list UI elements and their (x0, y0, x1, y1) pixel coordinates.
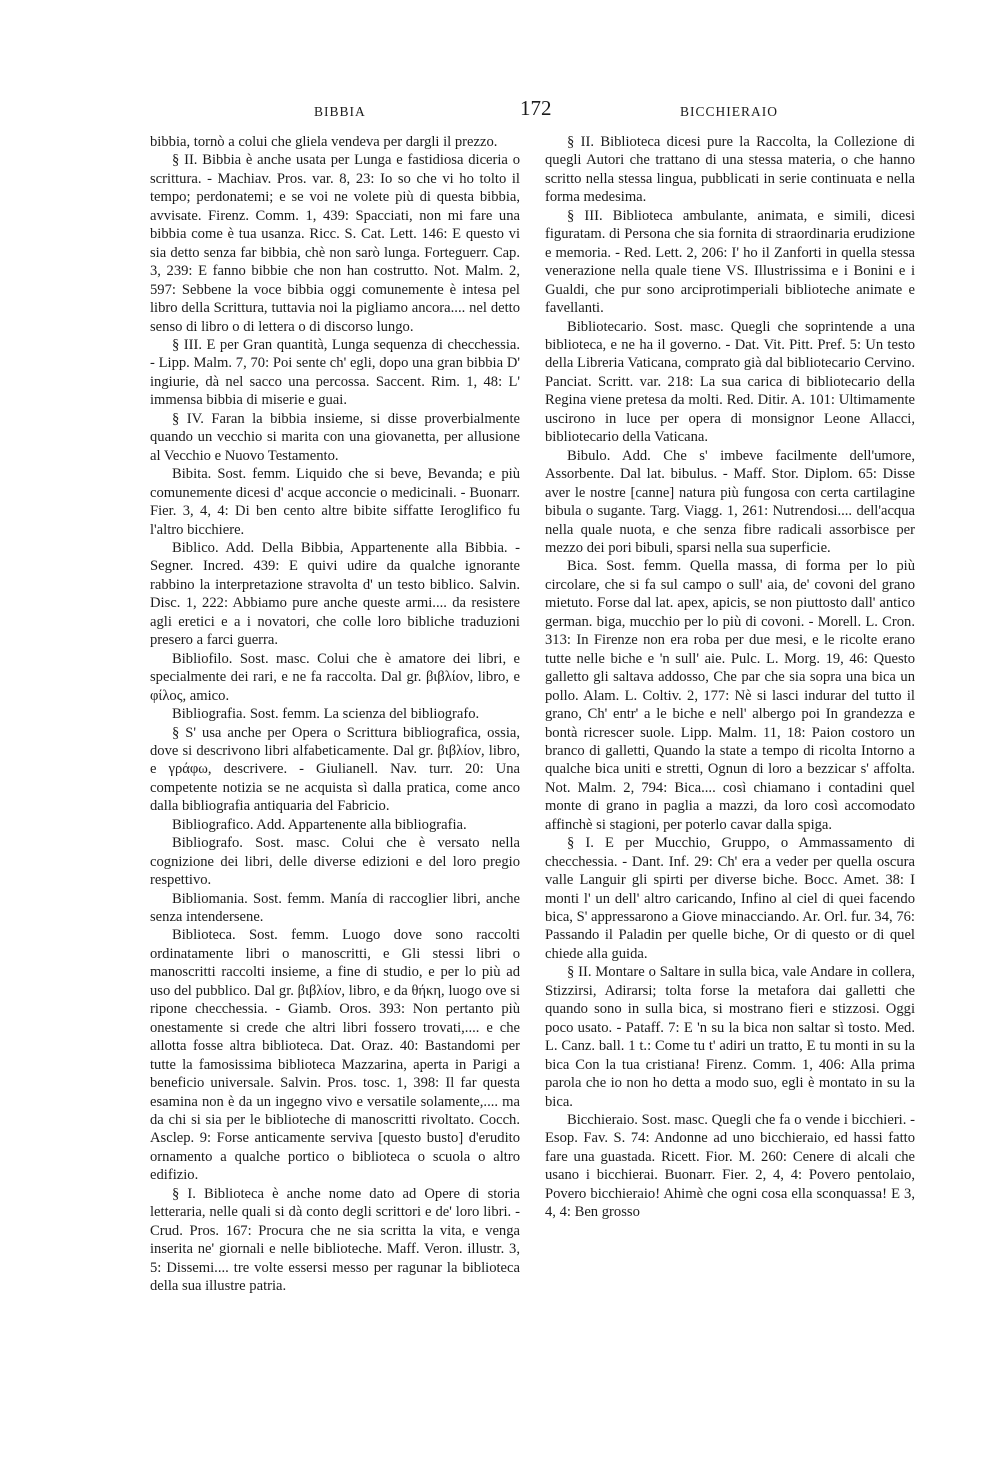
dictionary-paragraph: § II. Biblioteca dicesi pure la Raccolta, la Collezione di quegli Autori che trattano di una stessa materia, o che hanno scritto nella stessa lingua, pubblicati in serie continuata e nella forma medesima. (545, 134, 915, 206)
dictionary-paragraph: Bibliografo. Sost. masc. Colui che è versato nella cognizione dei libri, delle diverse edizioni e del loro pregio respettivo. (150, 835, 520, 889)
left-column (150, 133, 520, 1296)
dictionary-paragraph: § IV. Faran la bibbia insieme, si disse proverbialmente quando un vecchio si marita con una giovanetta, per allusione al Vecchio e Nuovo Testamento. (150, 410, 520, 464)
dictionary-paragraph: Bibliofilo. Sost. masc. Colui che è amatore dei libri, e specialmente dei rari, e ne fa raccolta. Dal gr. βιβλίον, libro, e φίλος, amico. (150, 650, 520, 704)
dictionary-paragraph: Bibita. Sost. femm. Liquido che si beve, Bevanda; e più comunemente dicesi d' acque acconcie o medicinali. - Buonarr. Fier. 3, 4, 4: Di ben cento altre bibite siffatte Ieroglifico fu l'altro bicchiere. (150, 466, 520, 538)
dictionary-paragraph: § II. Montare o Saltare in sulla bica, vale Andare in collera, Stizzirsi, Adirarsi; tolta forse la metafora dai galletti che quando sono in sulla bica, si mostrano fieri e stizzosi. Oggi poco usato. - Pataff. 7: E 'n su la bica non saltar sì tosto. Med. L. Canz. ball. 1 t.: Come tu t' adiri un tratto, E tu monti in su la bica Con la tua cristiana! Firenz. Comm. 1, 406: Alla prima parola che io non ho detta a modo suo, egli è montato in su la bica. (545, 964, 915, 1110)
dictionary-paragraph: Biblico. Add. Della Bibbia, Appartenente alla Bibbia. - Segner. Incred. 439: E quivi udire da qualche ignorante rabbino la interpretazione stravolta d' un testo biblico. Salvin. Disc. 1, 222: Abbiamo pure anche queste armi.... da resistere agli eretici e a i novatori, che colle loro bibliche traduzioni presero a farci guerra. (150, 539, 520, 649)
dictionary-paragraph: § I. E per Mucchio, Gruppo, o Ammassamento di checchessia. - Dant. Inf. 29: Ch' era a veder per quella oscura valle Languir gli spirti per diverse biche. Bocc. Amet. 38: I monti l' un dell' altro caricando, Infino al ciel di quei facendo bica, S' appressarono a Giove minacciando. Ar. Orl. fur. 34, 76: Passando il Paladin per quelle biche, Or di questo or di quel chiede alla guida. (545, 835, 915, 962)
dictionary-paragraph: bibbia, tornò a colui che gliela vendeva per dargli il prezzo. (150, 134, 498, 150)
right-column (545, 133, 915, 1222)
dictionary-paragraph: Bibliomania. Sost. femm. Manía di raccoglier libri, anche senza intendersene. (150, 890, 520, 926)
dictionary-paragraph: Bibliografia. Sost. femm. La scienza del bibliografo. (172, 706, 480, 723)
running-head-right: BICCHIERAIO (680, 104, 778, 119)
dictionary-paragraph: Biblioteca. Sost. femm. Luogo dove sono raccolti ordinatamente libri o manoscritti, e Gli stessi libri o manoscritti raccolti insieme, a fine di studio, e per lo più ad uso del pubblico. Dal gr. βιβλίον, libro, e da θήκη, luogo ove si ripone checchessia. - Giamb. Oros. 393: Non pertanto più onestamente si crede che altri libri fossero trovati,.... e che allotta fosse altra biblioteca. Dat. Oraz. 40: Bastandomi per tutte la famosissima biblioteca Mazzarina, aperta in Parigi a beneficio universale. Salvin. Pros. tosc. 1, 398: Il far questa esamina non è da un ingegno vivo e versatile solamente,.... ma da chi si sia per le biblioteche di manoscritti rivoltato. Cocch. Asclep. 9: Forse anticamente serviva [questo busto] d'erudito ornamento a qualche portico o biblioteca o scuola o altro edifizio. (150, 927, 520, 1184)
dictionary-paragraph: § III. E per Gran quantità, Lunga sequenza di checchessia. - Lipp. Malm. 7, 70: Poi sente ch' egli, dopo una gran bibbia D' ingiurie, dà nel sacco una percossa. Saccent. Rim. 1, 48: L' immensa bibbia di miserie e guai. (150, 336, 520, 409)
dictionary-paragraph: § III. Biblioteca ambulante, animata, e simili, dicesi figuratam. di Persona che sia fornita di straordinaria erudizione e memoria. - Red. Lett. 2, 206: I' ho il Zanforti in quella stessa venerazione nella quale tiene VS. Illustrissima e i Bonini e i Gualdi, che pur sono arciprotimperiali biblioteche animate e favellanti. (545, 207, 915, 317)
page-header (150, 96, 920, 130)
dictionary-paragraph: Bibliotecario. Sost. masc. Quegli che soprintende a una biblioteca, e ne ha il governo. - Dat. Vit. Pitt. Pref. 5: Un testo della Libreria Vaticana, comprato già dal bibliotecario Cervino. Panciat. Scritt. var. 218: La sua carica di bibliotecario della Regina viene pretesa da molti. Red. Ditir. A. 101: Ultimamente uscirono in luce per opera di monsignor Leone Allacci, bibliotecario della Vaticana. (545, 318, 915, 446)
dictionary-paragraph: Bibulo. Add. Che s' imbeve facilmente dell'umore, Assorbente. Dal lat. bibulus. - Maff. Stor. Diplom. 65: Disse aver le nostre [canne] natura più fungosa con certa cartilagine bibula o sugante. Targ. Viagg. 1, 261: Nutrendosi.... dell'acqua nella quale nuota, e che senza fibre radicali assorbisce per mezzo dei pori bibuli, sparsi nella sua superficie. (545, 447, 915, 556)
dictionary-paragraph: § II. Bibbia è anche usata per Lunga e fastidiosa diceria o scrittura. - Machiav. Pros. var. 8, 23: Io so che vi ho tolto il tempo; perdonatemi; e se voi ne volete più di questa bibbia, avvisate. Firenz. Comm. 1, 439: Spacciati, non mi fare una bibbia come è tua usanza. Ricc. S. Cat. Lett. 146: E questo vi sia detto senza far bibbia, chè non sarò lunga. Forteguerr. Cap. 3, 239: E fanno bibbie che non han costrutto. Not. Malm. 2, 597: Sebbene la voce bibbia oggi comunemente è intesa pel libro della Scrittura, tuttavia noi la pigliamo ancora.... nel detto senso di libro o di lettera o di discorso lungo. (150, 152, 520, 335)
dictionary-paragraph: Bica. Sost. femm. Quella massa, di forma per lo più circolare, che si fa sul campo o sull' aia, de' covoni del grano mietuto. Forse dal lat. apex, apicis, se non piuttosto dall' antico german. biga, mucchio per lo più di covoni. - Morell. L. Cron. 313: In Firenze non era roba per due mesi, e le ricolte erano tutte nelle biche e 'n sull' aie. Pulc. L. Morg. 19, 46: Questo galletto gli saltava addosso, Che par che sia sopra una bica un pollo. Alam. L. Coltiv. 2, 177: Nè si lasci indurar del tutto il grano, Ch' entr' a le biche e nell' albergo poi In grandezza e bontà ricrescer suole. Lipp. Malm. 11, 18: Paion costoro un branco di galletti, Quando la state a tempo di ricolta Intorno a qualche bica uniti e stretti, Ognun di loro a bezzicar s' affolta. Not. Malm. 2, 794: Bica.... così chiamano i contadini quel monte di grano in paglia a mazzi, da loro così accomodato affinchè si stagioni, per poterlo cavar dalla spiga. (545, 558, 915, 833)
dictionary-paragraph: § I. Biblioteca è anche nome dato ad Opere di storia letteraria, nelle quali si dà conto degli scrittori e de' loro libri. - Crud. Pros. 167: Procura che ne sia scritta la vita, e venga inserita ne' giornali e nelle biblioteche. Maff. Veron. illustr. 3, 5: Dissemi.... tre volte essersi messo per ragunar la biblioteca della sua illustre patria. (150, 1185, 520, 1295)
dictionary-paragraph: Bicchieraio. Sost. masc. Quegli che fa o vende i bicchieri. - Esop. Fav. S. 74: Andonne ad uno bicchieraio, ed hassi fatto fare una guastada. Ricett. Fior. M. 260: Cenere di alcali che usano i bicchierai. Buonarr. Fier. 2, 4, 4: Povero pentolaio, Povero bicchieraio! Ahimè che ogni cosa ella sconquassa! E 3, 4, 4: Ben grosso (545, 1112, 915, 1221)
dictionary-paragraph: § S' usa anche per Opera o Scrittura bibliografica, ossia, dove si descrivono libri alfabeticamente. Dal gr. βιβλίον, libro, e γράφω, descrivere. - Giulianell. Nav. turr. 20: Una competente notizia se ne acquista sì dalla pratica, come anco dalla bibliografia antiquaria del Fabricio. (150, 724, 520, 815)
dictionary-paragraph: Bibliografico. Add. Appartenente alla bibliografia. (172, 816, 467, 833)
running-head-left: BIBBIA (314, 104, 366, 119)
page-number: 172 (520, 96, 552, 120)
